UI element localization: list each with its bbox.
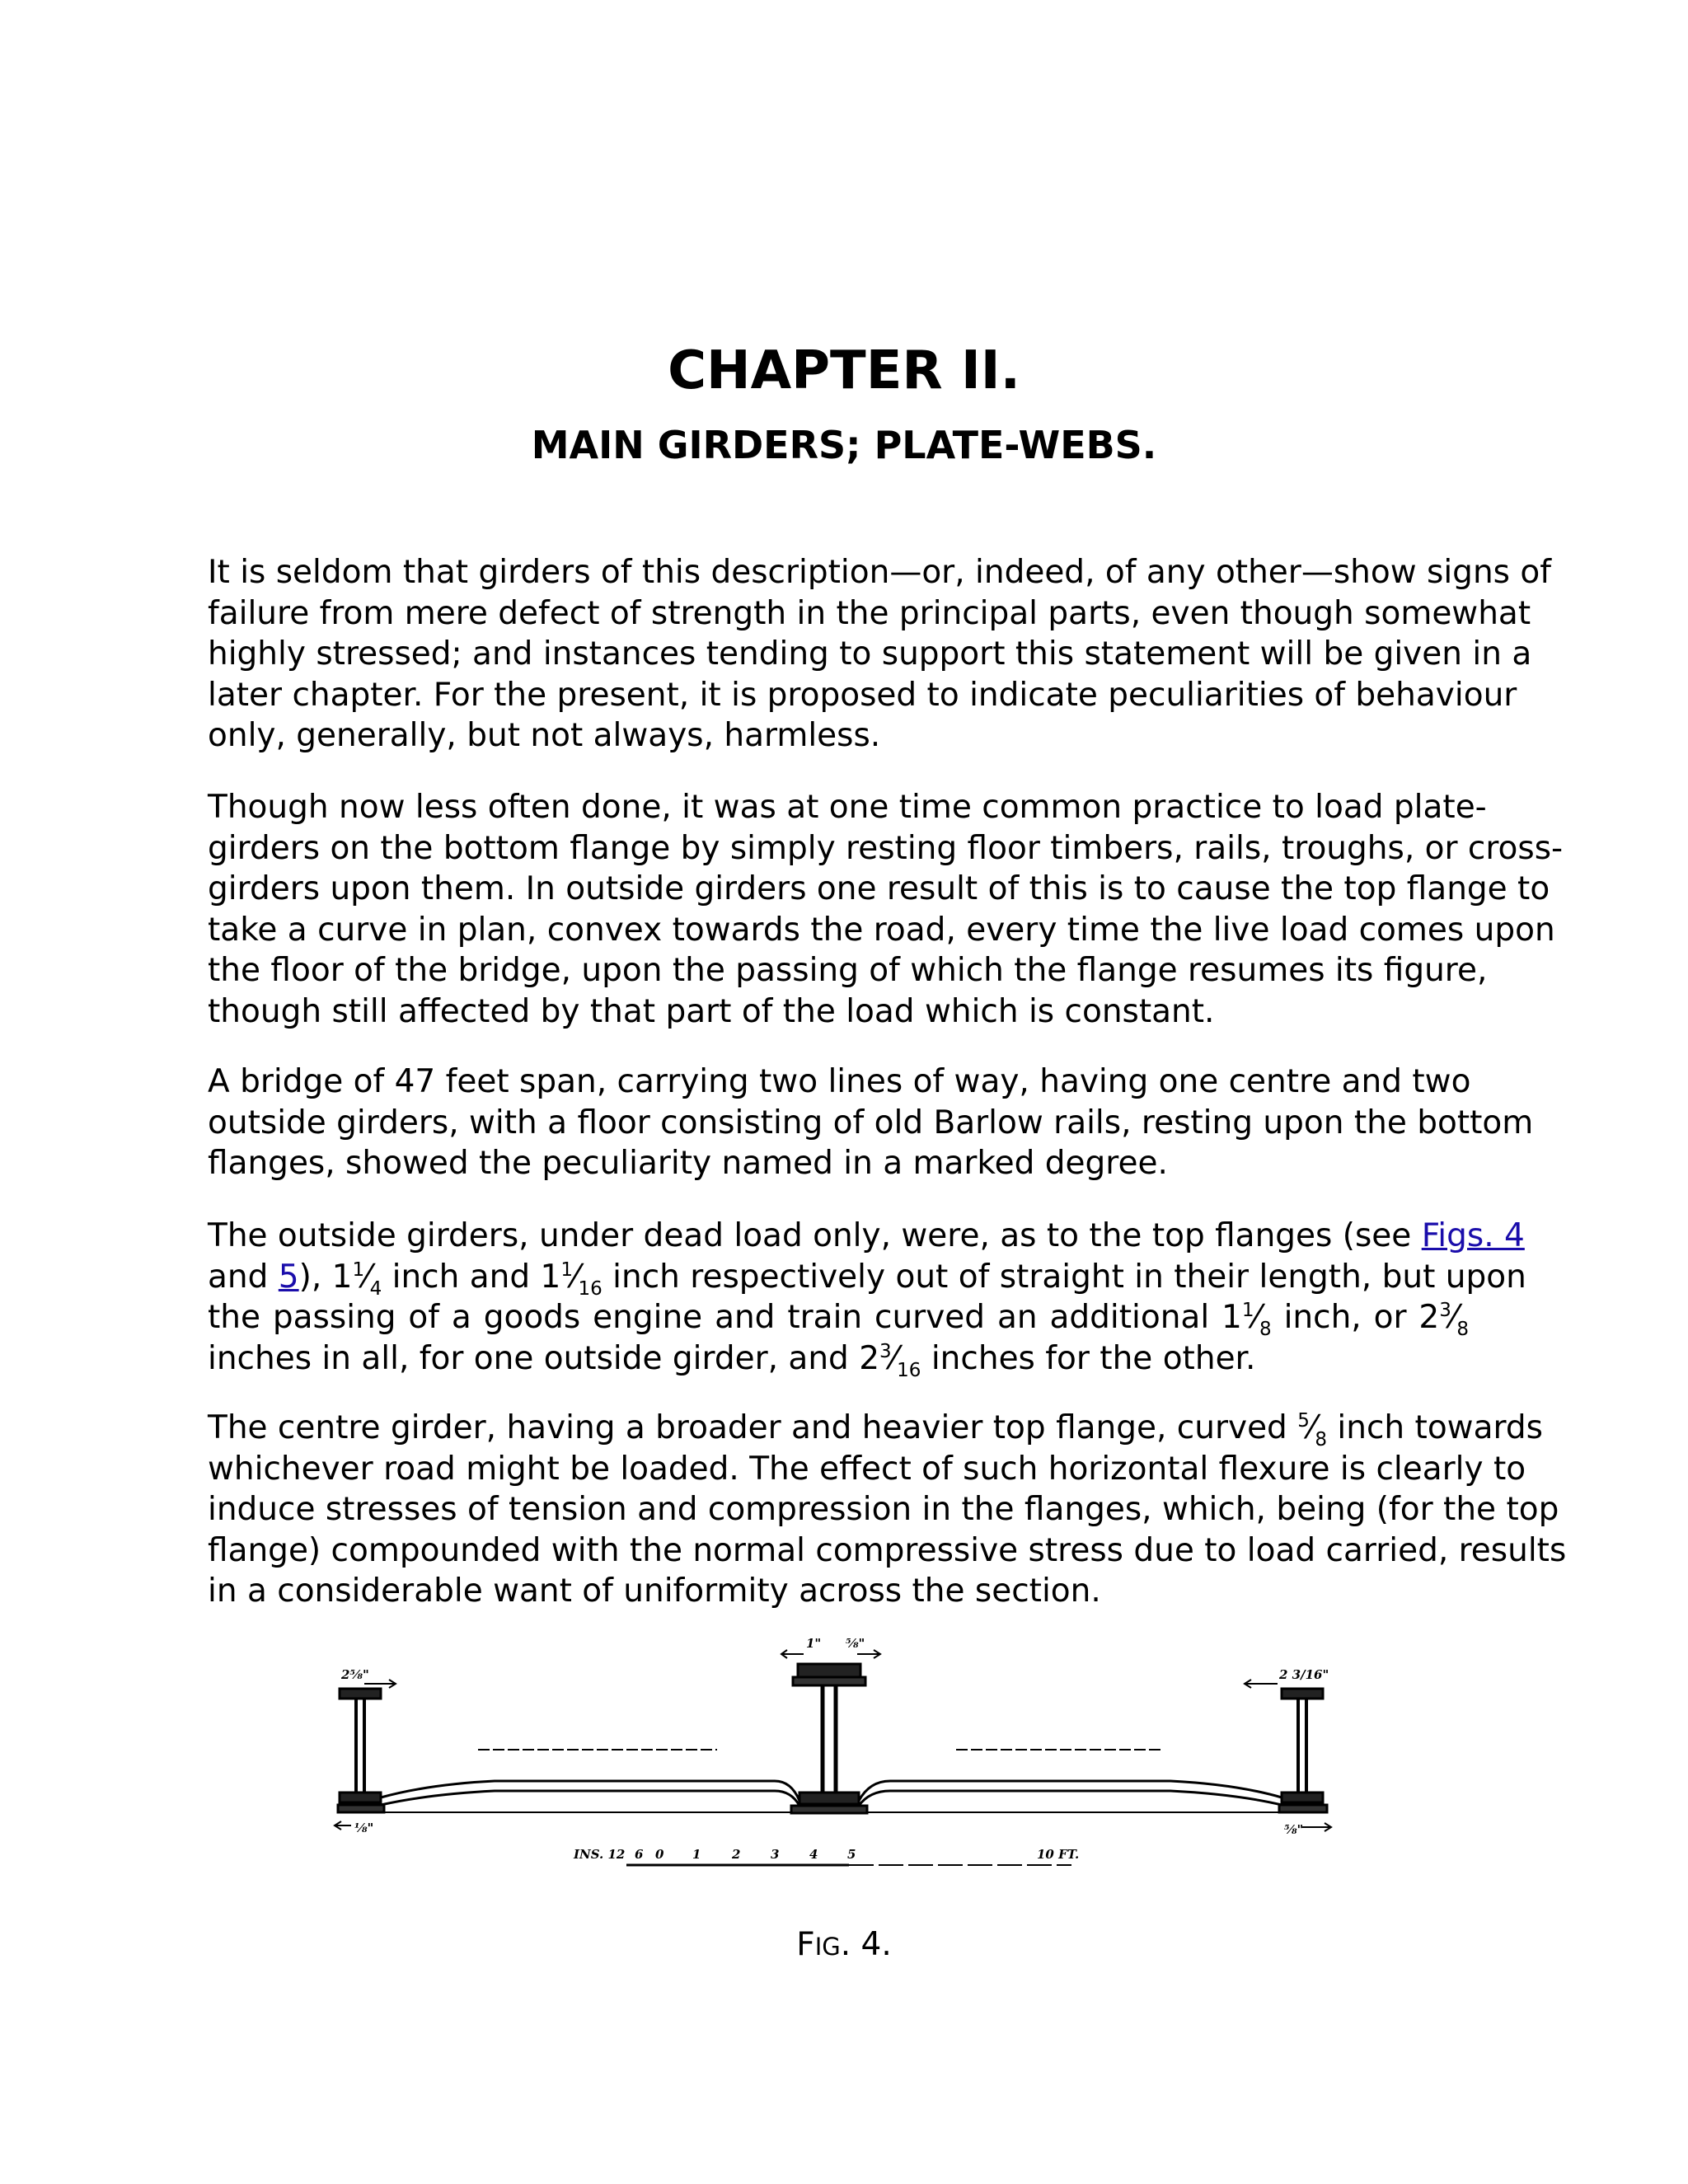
dimension-label: ⅝" bbox=[1284, 1822, 1304, 1837]
fraction-denominator: 8 bbox=[1315, 1428, 1328, 1451]
fraction-slash: ⁄ bbox=[1254, 1299, 1260, 1336]
text-run: inches for the other. bbox=[921, 1339, 1256, 1377]
text-run: inch towards bbox=[1327, 1409, 1543, 1446]
text-line: Though now less often done, it was at one time common practice to load plate- bbox=[208, 789, 1487, 826]
fraction-numerator: 5 bbox=[1297, 1410, 1310, 1432]
text-line: girders on the bottom flange by simply resting floor timbers, rails, troughs, or cross- bbox=[208, 829, 1564, 867]
fraction-denominator: 8 bbox=[1259, 1318, 1272, 1340]
fraction-denominator: 16 bbox=[897, 1359, 921, 1381]
text-run: inch, or 2 bbox=[1271, 1299, 1440, 1336]
text-line: A bridge of 47 feet span, carrying two lines of way, having one centre and two bbox=[208, 1063, 1471, 1100]
text-run: The outside girders, under dead load only, were, as to the top flanges (see bbox=[208, 1217, 1422, 1254]
paragraph-2 bbox=[208, 787, 1564, 1032]
scale-tick-label: 0 bbox=[655, 1847, 664, 1862]
text-line bbox=[208, 1297, 1469, 1338]
fraction-slash: ⁄ bbox=[364, 1258, 370, 1296]
paragraph-5 bbox=[208, 1408, 1567, 1612]
text-line: girders upon them. In outside girders one result of this is to cause the top flange to bbox=[208, 870, 1550, 907]
fraction-numerator: 3 bbox=[1439, 1300, 1451, 1321]
text-run: inch and 1 bbox=[382, 1258, 561, 1296]
caption-text: . 4. bbox=[840, 1926, 892, 1963]
paragraph-4 bbox=[208, 1216, 1526, 1381]
fraction-slash: ⁄ bbox=[1451, 1299, 1457, 1336]
dimension-label: 2 3/16" bbox=[1279, 1667, 1329, 1682]
fraction-numerator: 1 bbox=[352, 1258, 365, 1281]
text-line: induce stresses of tension and compression in the flanges, which, being (for the top bbox=[208, 1491, 1559, 1528]
text-line: It is seldom that girders of this description—or, indeed, of any other—show signs of bbox=[208, 554, 1551, 591]
text-line: in a considerable want of uniformity across the section. bbox=[208, 1572, 1101, 1610]
scale-label: INS. 12 bbox=[574, 1847, 626, 1862]
text-line: flange) compounded with the normal compressive stress due to load carried, results bbox=[208, 1531, 1567, 1569]
scale-tick-label: 6 bbox=[635, 1847, 644, 1862]
text-line: failure from mere defect of strength in the principal parts, even though somewhat bbox=[208, 594, 1531, 632]
text-run: inches in all, for one outside girder, and 2 bbox=[208, 1339, 880, 1377]
fraction-denominator: 8 bbox=[1456, 1318, 1469, 1340]
text-line: the floor of the bridge, upon the passing of which the flange resumes its figure, bbox=[208, 952, 1488, 989]
scale-tick-label: 5 bbox=[847, 1847, 856, 1862]
chapter-title: CHAPTER II. bbox=[668, 340, 1020, 401]
text-line bbox=[208, 1216, 1525, 1257]
text-line: outside girders, with a floor consisting of old Barlow rails, resting upon the bottom bbox=[208, 1104, 1534, 1141]
fraction-slash: ⁄ bbox=[572, 1258, 579, 1296]
fraction-denominator: 4 bbox=[369, 1277, 382, 1300]
caption-text: IG bbox=[814, 1933, 841, 1961]
paragraph-1 bbox=[208, 552, 1551, 757]
scale-tick-label: 1 bbox=[692, 1847, 701, 1862]
text-line bbox=[208, 1408, 1543, 1451]
scale-tick-label: 4 bbox=[809, 1847, 818, 1862]
fig-5-link[interactable]: 5 bbox=[278, 1258, 299, 1296]
text-run: ), 1 bbox=[298, 1258, 353, 1296]
text-run: The centre girder, having a broader and heavier top flange, curved bbox=[208, 1409, 1298, 1446]
text-line bbox=[208, 1257, 1526, 1300]
text-line: whichever road might be loaded. The effect of such horizontal flexure is clearly to bbox=[208, 1450, 1526, 1488]
fraction-slash: ⁄ bbox=[891, 1339, 898, 1377]
scale-label: 10 FT. bbox=[1037, 1847, 1080, 1862]
text-line: take a curve in plan, convex towards the road, every time the live load comes upon bbox=[208, 911, 1555, 949]
dimension-label: ⅝" bbox=[846, 1636, 865, 1651]
scale-tick-label: 2 bbox=[732, 1847, 741, 1862]
text-line: though still affected by that part of the load which is constant. bbox=[208, 992, 1215, 1030]
figure-4-girder-section bbox=[330, 1636, 1360, 1875]
fraction-numerator: 1 bbox=[560, 1258, 573, 1281]
fraction-slash: ⁄ bbox=[1309, 1409, 1315, 1446]
text-line: flanges, showed the peculiarity named in a marked degree. bbox=[208, 1145, 1168, 1182]
text-run: inch respectively out of straight in their length, but upon bbox=[602, 1258, 1526, 1296]
chapter-subtitle: MAIN GIRDERS; PLATE-WEBS. bbox=[531, 423, 1157, 467]
fraction-numerator: 3 bbox=[879, 1340, 892, 1362]
text-line bbox=[208, 1338, 1469, 1380]
fraction-denominator: 16 bbox=[578, 1277, 603, 1300]
scale-tick-label: 3 bbox=[771, 1847, 780, 1862]
paragraph-3 bbox=[208, 1062, 1534, 1184]
figure-caption bbox=[0, 1924, 1688, 1967]
fraction-numerator: 1 bbox=[1241, 1300, 1254, 1321]
dimension-label: 2⅝" bbox=[341, 1667, 369, 1682]
girder-section-drawing bbox=[330, 1636, 1360, 1875]
text-line: only, generally, but not always, harmless. bbox=[208, 717, 881, 754]
text-line: highly stressed; and instances tending to support this statement will be given in a bbox=[208, 635, 1532, 673]
caption-text: F bbox=[796, 1926, 815, 1963]
dimension-label: ⅛" bbox=[354, 1821, 374, 1835]
dimension-label: 1" bbox=[806, 1636, 822, 1651]
text-run: and bbox=[208, 1258, 279, 1296]
text-run: the passing of a goods engine and train curved an additional 1 bbox=[208, 1299, 1242, 1336]
text-line: later chapter. For the present, it is proposed to indicate peculiarities of behaviour bbox=[208, 676, 1517, 714]
figs-4-link[interactable]: Figs. 4 bbox=[1421, 1217, 1525, 1254]
